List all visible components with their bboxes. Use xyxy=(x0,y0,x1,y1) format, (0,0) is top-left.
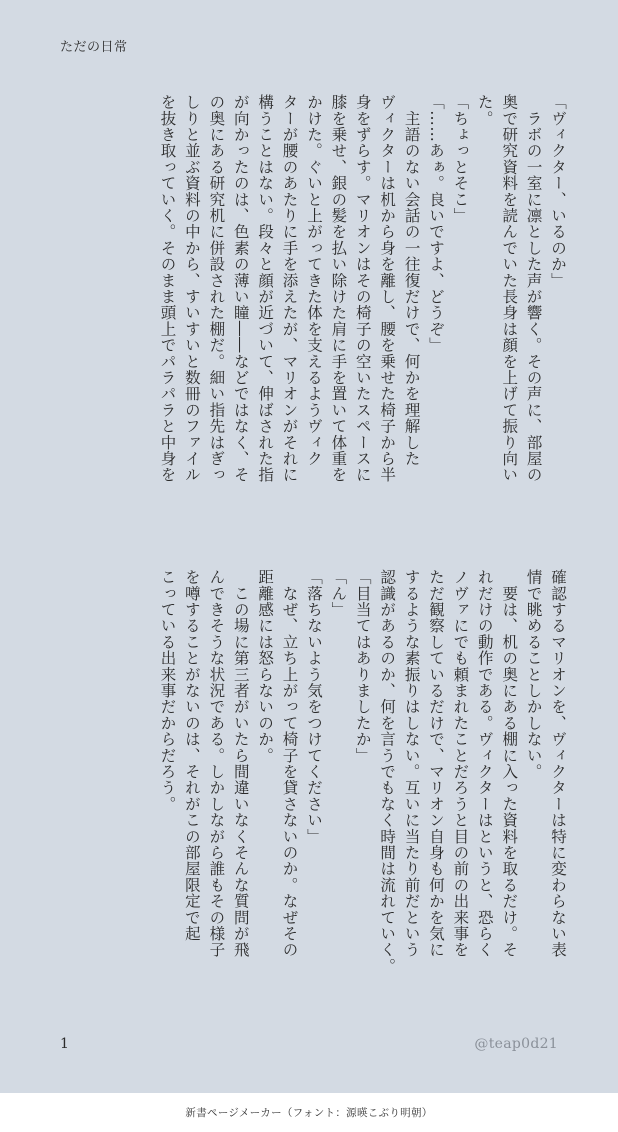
text-line: 「ん」 xyxy=(329,569,348,618)
text-block-bottom xyxy=(158,569,570,1005)
text-line: なぜ、立ち上がって椅子を貸さないのか。なぜその xyxy=(280,569,299,958)
text-line: が向かったのは、色素の薄い瞳――などではなく、そ xyxy=(231,94,250,483)
text-line: しりと並ぶ資料の中から、すいすいと数冊のファイル xyxy=(182,94,201,483)
generator-credit: 新書ページメーカー（フォント：源暎こぶり明朝） xyxy=(185,1107,433,1119)
page-title: ただの日常 xyxy=(60,40,128,55)
page-number: 1 xyxy=(60,1036,69,1052)
text-line: れだけの動作である。ヴィクターはというと、恐らく xyxy=(475,569,494,958)
text-line: 身をずらす。マリオンはその椅子の空いたスペースに xyxy=(353,94,372,483)
text-line: この場に第三者がいたら間違いなくそんな質問が飛 xyxy=(231,569,250,958)
text-line: するような素振りはしない。互いに当たり前だという xyxy=(402,569,421,958)
text-line: を噂することがないのは、それがこの部屋限定で起 xyxy=(182,569,201,942)
text-line: の奥にある研究机に併設された棚だ。細い指先はぎっ xyxy=(207,94,226,483)
text-line: んできそうな状況である。しかしながら誰もその様子 xyxy=(207,569,226,958)
author-handle: @teap0d21 xyxy=(474,1036,558,1052)
text-block-top xyxy=(158,94,570,530)
text-line: 要は、机の奥にある棚に入った資料を取るだけ。そ xyxy=(500,569,519,958)
text-line: ターが腰のあたりに手を添えたが、マリオンがそれに xyxy=(280,94,299,483)
text-line: 確認するマリオンを、ヴィクターは特に変わらない表 xyxy=(549,569,567,958)
text-line: を抜き取っていく。そのまま頭上でパラパラと中身を xyxy=(158,94,177,483)
text-line: 「ちょっとそこ」 xyxy=(451,94,470,224)
text-line: ノヴァにでも頼まれたことだろうと目の前の出来事を xyxy=(451,569,470,958)
text-line: こっている出来事だからだろう。 xyxy=(158,569,177,812)
text-line: 主語のない会話の一往復だけで、何かを理解した xyxy=(402,94,421,467)
text-line: 「……あぁ。良いですよ、どうぞ」 xyxy=(426,94,445,354)
text-line: 「目当てはありましたか」 xyxy=(353,569,372,764)
text-line: かけた。ぐいと上がってきた体を支えるようヴィク xyxy=(304,94,323,467)
text-line: 膝を乗せ、銀の髪を払い除けた肩に手を置いて体重を xyxy=(329,94,348,483)
text-line: ヴィクターは机から身を離し、腰を乗せた椅子から半 xyxy=(378,94,397,483)
text-line: 「ヴィクター、いるのか」 xyxy=(549,94,567,289)
text-line: 奥で研究資料を読んでいた長身は顔を上げて振り向い xyxy=(500,94,519,483)
text-line: 認識があるのか、何を言うでもなく時間は流れていく。 xyxy=(378,569,397,974)
text-line: 「落ちないよう気をつけてください」 xyxy=(304,569,323,845)
text-line: 距離感には怒らないのか。 xyxy=(256,569,275,764)
text-line: ただ観察しているだけで、マリオン自身も何かを気に xyxy=(426,569,445,958)
text-line: 構うことはない。段々と顔が近づいて、伸ばされた指 xyxy=(256,94,275,483)
text-line: ラボの一室に凛とした声が響く。その声に、部屋の xyxy=(524,94,543,483)
text-line: た。 xyxy=(475,94,494,127)
text-line: 情で眺めることしかしない。 xyxy=(524,569,543,780)
